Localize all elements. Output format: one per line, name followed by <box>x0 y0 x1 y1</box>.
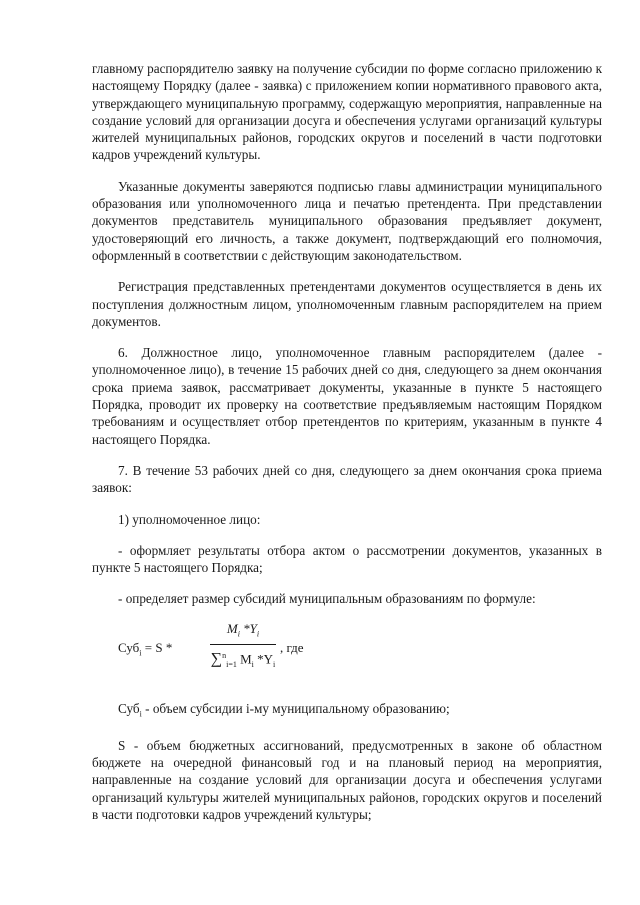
paragraph-subitem-1: 1) уполномоченное лицо: <box>118 511 261 527</box>
paragraph-act-result: - оформляет результаты отбора актом о рассмотрении документов, указанных в пункте 5 настоящего Порядка; <box>92 542 602 576</box>
paragraph-item-7: 7. В течение 53 рабочих дней со дня, следующего за днем окончания срока приема заявок: <box>92 462 602 496</box>
paragraph-registration: Регистрация представленных претендентами документов осуществляется в день их поступления должностным лицом, уполномоченным главным распорядителем на прием документов. <box>92 279 602 329</box>
formula-denominator: ∑$^n_{i=1}$ $M_i$ $*Y_i$ <box>210 650 276 670</box>
paragraph-sub-definition: Суб$_i$ - объем субсидии i-му муниципальному образованию; <box>118 700 450 719</box>
formula-fraction <box>210 620 276 677</box>
paragraph-application-continuation: главному распорядителю заявку на получение субсидии по форме согласно приложению к настоящему Порядку (далее - заявка) с приложением копии нормативного правового акта, утверждающего муниципальную программу, содержащую мероприятия, направленные на создание условий для организации досуга и обеспечения услугами организаций культуры жителей муниципальных районов, городских округов и поселений в части подготовки кадров учреждений культуры. <box>92 61 602 163</box>
formula-numerator: $M_i$ $*Y_i$ <box>210 620 276 646</box>
paragraph-s-definition: S - объем бюджетных ассигнований, предусмотренных в законе об областном бюджете на очередной финансовый год и на плановый период на мероприятия, направленные на создание условий для организации досуга и обеспечения услугами организаций культуры жителей муниципальных районов, городских округов и поселений в части подготовки кадров учреждений культуры; <box>92 737 602 822</box>
paragraph-item-6: 6. Должностное лицо, уполномоченное главным распорядителем (далее - уполномоченное лицо), в течение 15 рабочих дней со дня, следующего за днем окончания срока приема заявок, рассматривает документы, указанные в пункте 5 настоящего Порядка, проводит их проверку на соответствие предъявляемым настоящим Порядком требованиям и осуществляет отбор претендентов по критериям, указанным в пункте 4 настоящего Порядка. <box>92 345 602 447</box>
paragraph-documents-certification: Указанные документы заверяются подписью главы администрации муниципального образования или уполномоченного лица и печатью претендента. При представлении документов представитель муниципального образования предъявляет документ, удостоверяющий его личность, а также документ, подтверждающий его полномочия, оформленный в соответствии с действующим законодательством. <box>92 178 602 263</box>
subsidy-formula <box>118 620 602 680</box>
paragraph-formula-intro: - определяет размер субсидий муниципальным образованиям по формуле: <box>118 591 536 607</box>
formula-lhs: Суб$_i$ = S * <box>118 639 173 658</box>
document-body <box>92 60 602 837</box>
formula-tail: , где <box>280 639 304 655</box>
